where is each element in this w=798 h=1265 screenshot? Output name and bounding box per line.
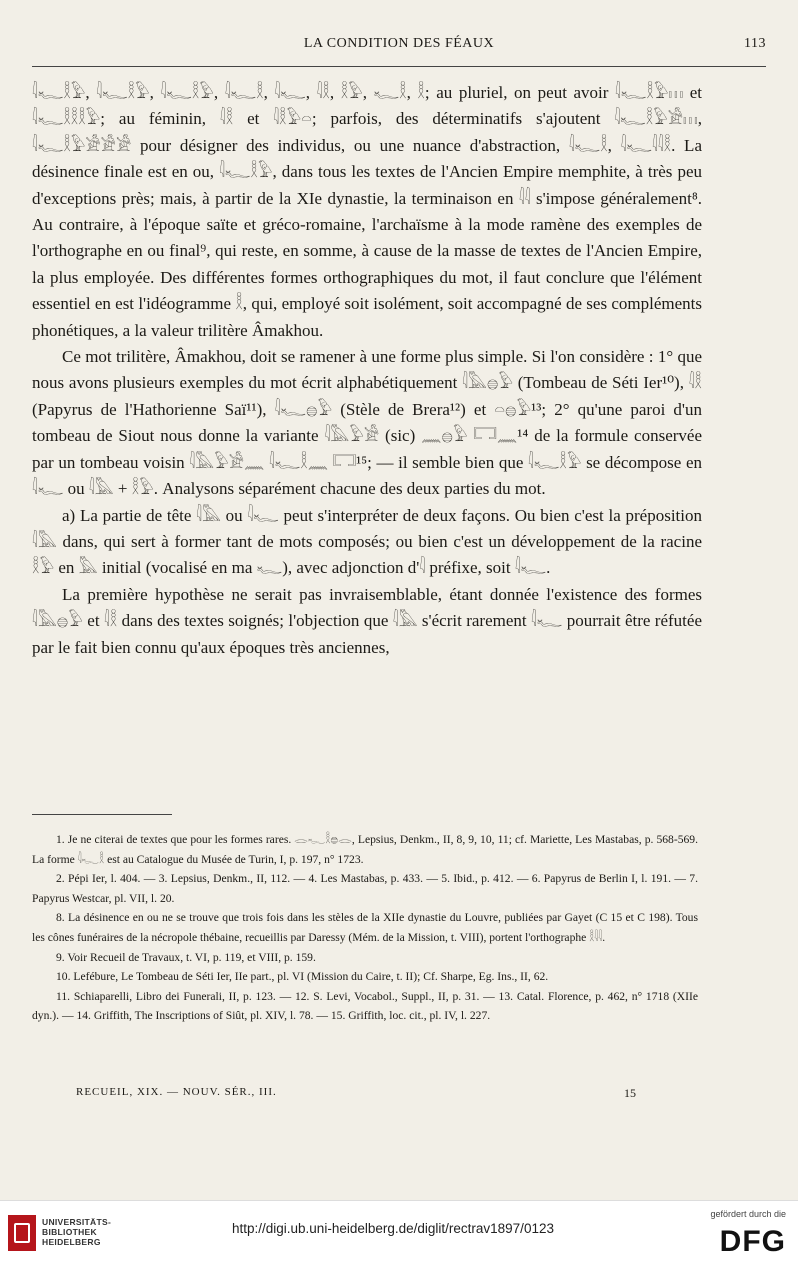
footnote-10: 10. Lefébure, Le Tombeau de Séti Ier, IIe part., pl. VI (Mission du Caire, t. II); Cf. Sharpe, Eg. Ins., II, 62. — [56, 970, 549, 984]
main-text — [32, 80, 702, 661]
footnote-11: 11. Schiaparelli, Libro dei Funerali, II, p. 123. — 12. S. Levi, Vocabol., Suppl., II, p. 31. — 13. Catal. Florence, p. 462, n° 1718 (XIIe dyn.). — 14. Griffith, The Inscriptions of Siût, pl. XIV, l. 78. — 15. Griffith, loc. cit., pl. IV, l. 227. — [32, 989, 698, 1023]
footer-bar — [0, 1200, 798, 1265]
paragraph-2: Ce mot trilitère, Âmakhou, doit se ramener à une forme plus simple. Si l'on considère : 1° que nous avons plusieurs exemples du mot écrit alphabétiquement 𓇋𓅓𓐍𓅱 (Tombeau de Séti Ier¹⁰), 𓇋𓎛 (Papyrus de l'Hathorienne Saï¹¹), 𓇋𓆑𓐍𓅱 (Stèle de Brera¹²) et 𓏏𓐍𓅱¹³; 2° qu'une paroi d'un tombeau de Siout nous donne la variante 𓇋𓅓𓅱𓀀 (sic) 𓈖𓐍𓅱 𓉐𓈖¹⁴ de la formule conservée par un tombeau voisin 𓇋𓅓𓅱𓀀𓈖 𓇋𓆑𓎛𓈖 𓉐¹⁵; — il semble bien que 𓇋𓆑𓎛𓅱 se décompose en 𓇋𓆑 ou 𓇋𓅓 + 𓎛𓅱. Analysons séparément chacune des deux parties du mot. — [32, 347, 702, 499]
signature-text: RECUEIL, XIX. — NOUV. SÉR., III. — [76, 1086, 277, 1098]
dfg-logo[interactable]: DFG — [719, 1225, 786, 1258]
page-number: 113 — [744, 36, 766, 51]
paragraph-3: a) La partie de tête 𓇋𓅓 ou 𓇋𓆑 peut s'interpréter de deux façons. Ou bien c'est la préposition 𓇋𓅓 dans, qui sert à former tant de mots composés; ou bien c'est un développement de la racine 𓎛𓅱 en 𓅓 initial (vocalisé en ma 𓆑), avec adjonction d'𓇋 préfixe, soit 𓇋𓆑. — [32, 505, 702, 578]
library-name[interactable]: UNIVERSITÄTS- BIBLIOTHEK HEIDELBERG — [42, 1217, 112, 1247]
footnotes — [32, 830, 698, 1026]
footnote-2: 2. Pépi Ier, l. 404. — 3. Lepsius, Denkm., II, 112. — 4. Les Mastabas, p. 433. — 5. Ibid., p. 412. — 6. Papyrus de Berlin I, l. 191. — 7. Papyrus Westcar, pl. VII, l. 20. — [32, 872, 698, 905]
funding-label: gefördert durch die — [710, 1209, 786, 1219]
running-header — [32, 36, 766, 60]
footnote-8: 8. La désinence en ou ne se trouve que trois fois dans les stèles de la XIIe dynastie du Louvre, publiées par Gayet (C 15 et C 198). Tous les cônes funéraires de la nécropole thébaine, recueillis par Daressy (Mém. de la Mission, t. VIII), portent l'orthographe 𓎛𓇋𓇋. — [32, 911, 698, 944]
paragraph-4: La première hypothèse ne serait pas invraisemblable, étant donnée l'existence des formes 𓇋𓅓𓐍𓅱 et 𓇋𓎛 dans des textes soignés; l'objection que 𓇋𓅓 s'écrit rarement 𓇋𓆑 pourrait être réfutée par le fait bien connu qu'aux époques très anciennes, — [32, 584, 702, 657]
footnote-1: 1. Je ne citerai de textes que pour les formes rares. 𓂋𓆑𓎛𓐍𓂋, Lepsius, Denkm., II, 8, 9, 10, 11; cf. Mariette, Les Mastabas, p. 568-569. La forme 𓇋𓆑𓎛 est au Catalogue du Musée de Turin, I, p. 197, n° 1723. — [32, 833, 698, 866]
header-rule — [32, 66, 766, 67]
permalink-url[interactable]: http://digi.ub.uni-heidelberg.de/diglit/rectrav1897/0123 — [232, 1221, 554, 1236]
running-title: LA CONDITION DES FÉAUX — [303, 36, 495, 51]
signature-line — [76, 1086, 636, 1098]
paragraph-1: 𓇋𓆑𓎛𓅱, 𓇋𓆑𓎛𓅱, 𓇋𓆑𓎛𓅱, 𓇋𓆑𓎛, 𓇋𓆑, 𓇋𓎛, 𓎛𓅱, 𓆑𓎛, 𓎛; au pluriel, on peut avoir 𓇋𓆑𓎛𓅱𓏥 et 𓇋𓆑𓎛𓎛𓎛𓅱; au féminin, 𓇋𓎛 et 𓇋𓎛𓅱𓏏; parfois, des déterminatifs s'ajoutent 𓇋𓆑𓎛𓅱𓀀𓏥, 𓇋𓆑𓎛𓅱𓀀𓀀𓀀 pour désigner des individus, ou une nuance d'abstraction, 𓇋𓆑𓎛, 𓇋𓆑𓇋𓇋𓎛. La désinence finale est en ou, 𓇋𓆑𓎛𓅱, dans tous les textes de l'Ancien Empire memphite, à très peu d'exceptions près; mais, à partir de la XIe dynastie, la terminaison en 𓇋𓇋 s'impose généralement⁸. Au contraire, à l'époque saïte et gréco-romaine, l'archaïsme à la mode ramène des exemples de l'orthographe en ou final⁹, qui reste, en somme, à cause de la masse de textes de l'Ancien Empire, la plus employée. Des différentes formes orthographiques du mot, il faut conclure que l'élément essentiel en est l'idéogramme 𓎛, qui, employé soit isolément, soit accompagné de ses compléments phonétiques, a la valeur trilitère Âmakhou. — [32, 83, 702, 340]
university-library-logo-icon[interactable] — [8, 1215, 36, 1251]
signature-number: 15 — [624, 1086, 636, 1100]
footnote-rule — [32, 814, 172, 815]
footnote-9: 9. Voir Recueil de Travaux, t. VI, p. 119, et VIII, p. 159. — [56, 950, 316, 964]
